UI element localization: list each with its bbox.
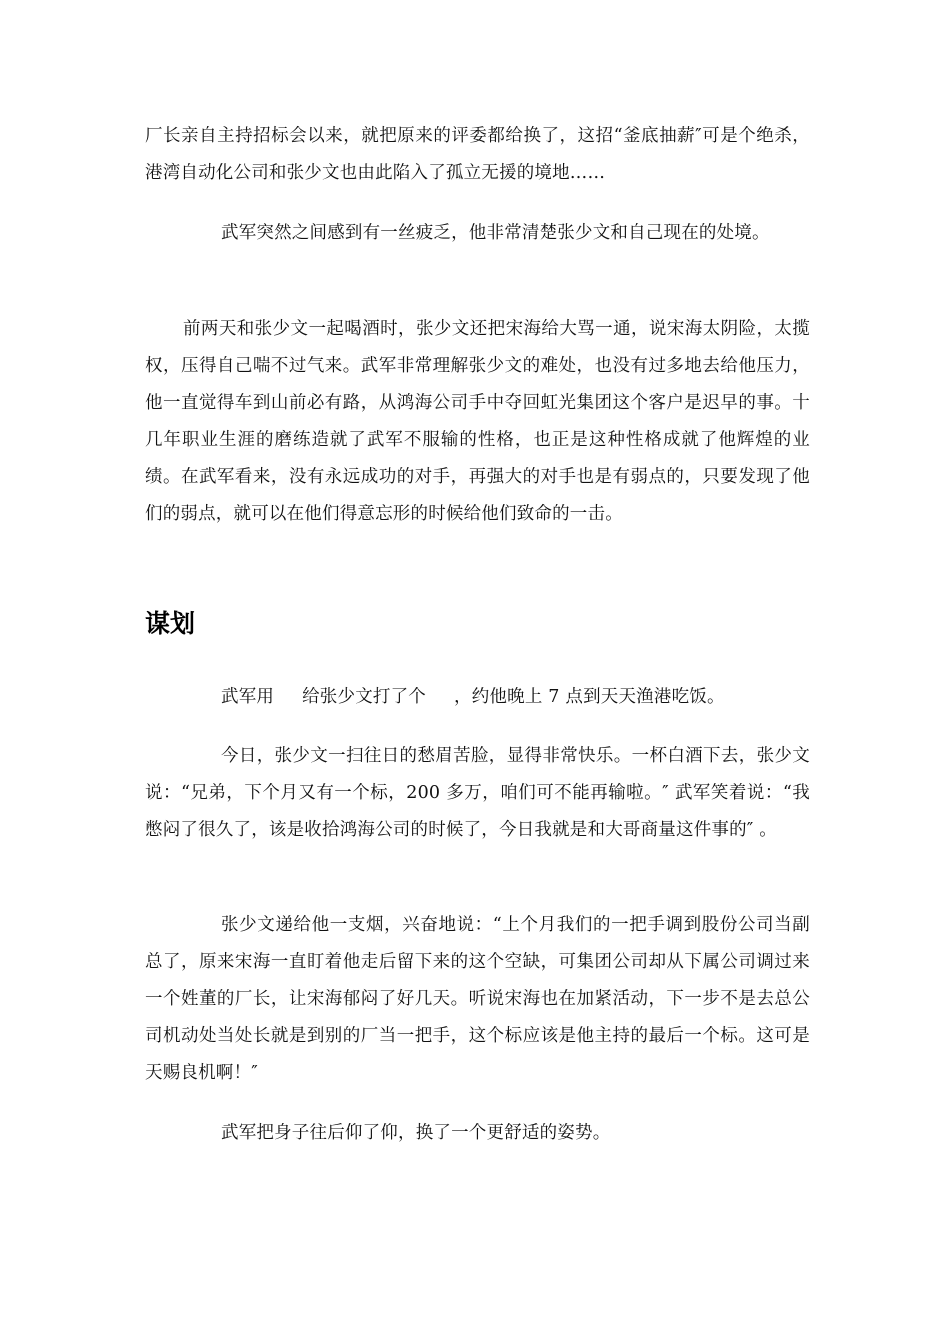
paragraph-2: 武军突然之间感到有一丝疲乏，他非常清楚张少文和自己现在的处境。 [221, 223, 770, 243]
section-heading: 谋划 [145, 609, 196, 638]
paragraph-6: 张少文递给他一支烟，兴奋地说：“上个月我们的一把手调到股份公司当副总了，原来宋海一直盯着他走后留下来的这个空缺，可集团公司却从下属公司调过来一个姓董的厂长，让宋海郁闷了好几天。听说宋海也在加紧活动，下一步不是去总公司机动处当处长就是到别的厂当一把手，这个标应该是他主持的最后一个标。这可是天赐良机啊！″ [145, 915, 810, 1083]
paragraph-4 [145, 679, 810, 716]
paragraph-1: 厂长亲自主持招标会以来，就把原来的评委都给换了，这招“釜底抽薪″可是个绝杀，港湾自动化公司和张少文也由此陷入了孤立无援的境地…… [145, 126, 810, 183]
paragraph-4-part-3: ，约他晚上 7 点到天天渔港吃饭。 [454, 687, 725, 707]
paragraph-4-part-1: 武军用 [221, 687, 275, 707]
paragraph-7: 武军把身子往后仰了仰，换了一个更舒适的姿势。 [221, 1123, 611, 1143]
paragraph-4-part-2: 给张少文打了个 [302, 687, 427, 707]
paragraph-3: 前两天和张少文一起喝酒时，张少文还把宋海给大骂一通，说宋海太阴险，太揽权，压得自己喘不过气来。武军非常理解张少文的难处，也没有过多地去给他压力，他一直觉得车到山前必有路，从鸿海公司手中夺回虹光集团这个客户是迟早的事。十几年职业生涯的磨练造就了武军不服输的性格，也正是这种性格成就了他辉煌的业绩。在武军看来，没有永远成功的对手，再强大的对手也是有弱点的，只要发现了他们的弱点，就可以在他们得意忘形的时候给他们致命的一击。 [145, 319, 810, 524]
paragraph-5: 今日，张少文一扫往日的愁眉苦脸，显得非常快乐。一杯白酒下去，张少文说：“兄弟，下个月又有一个标，200 多万，咱们可不能再输啦。″ 武军笑着说：“我憋闷了很久了，该是收拾鸿海公司的时候了，今日我就是和大哥商量这件事的″ 。 [145, 746, 810, 840]
